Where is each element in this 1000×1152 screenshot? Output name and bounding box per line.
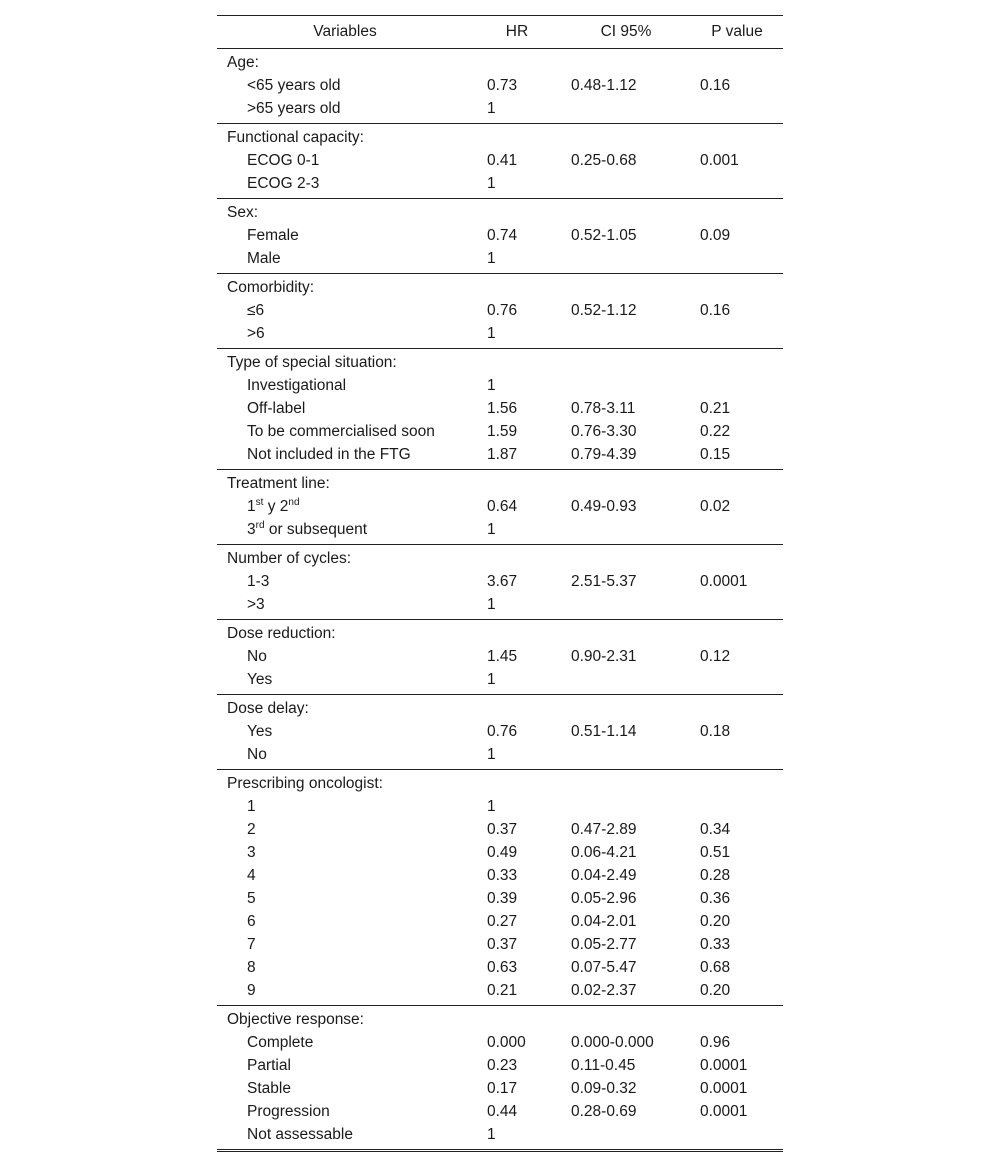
row-p-value: 0.0001 bbox=[700, 572, 748, 590]
row-ci: 0.78-3.11 bbox=[571, 399, 636, 417]
row-variable: Yes bbox=[247, 722, 273, 740]
row-variable: No bbox=[247, 745, 267, 763]
table-row bbox=[217, 149, 783, 172]
superscript: rd bbox=[255, 519, 265, 531]
row-hr: 0.21 bbox=[487, 981, 518, 999]
row-variable: <65 years old bbox=[247, 76, 341, 94]
table-row bbox=[217, 887, 783, 910]
group-label-row bbox=[217, 622, 783, 645]
row-ci: 0.02-2.37 bbox=[571, 981, 637, 999]
row-hr: 1 bbox=[487, 745, 496, 763]
table-row bbox=[217, 1054, 783, 1077]
row-hr: 1.56 bbox=[487, 399, 518, 417]
row-p-value: 0.09 bbox=[700, 226, 731, 244]
row-hr: 1 bbox=[487, 249, 496, 267]
table-group bbox=[217, 470, 783, 545]
group-label-row bbox=[217, 126, 783, 149]
group-label-row bbox=[217, 472, 783, 495]
table-group bbox=[217, 620, 783, 695]
table-row bbox=[217, 1123, 783, 1146]
row-ci: 0.49-0.93 bbox=[571, 497, 637, 515]
row-hr: 1 bbox=[487, 670, 496, 688]
row-ci: 0.52-1.05 bbox=[571, 226, 637, 244]
row-ci: 0.000-0.000 bbox=[571, 1033, 654, 1051]
row-hr: 1 bbox=[487, 520, 496, 538]
row-p-value: 0.28 bbox=[700, 866, 731, 884]
row-variable: Female bbox=[247, 226, 299, 244]
table-row bbox=[217, 420, 783, 443]
row-p-value: 0.20 bbox=[700, 981, 731, 999]
row-hr: 1.45 bbox=[487, 647, 518, 665]
row-p-value: 0.20 bbox=[700, 912, 731, 930]
table-row bbox=[217, 224, 783, 247]
row-hr: 1 bbox=[487, 324, 496, 342]
row-ci: 0.05-2.96 bbox=[571, 889, 637, 907]
row-hr: 0.44 bbox=[487, 1102, 518, 1120]
row-ci: 0.52-1.12 bbox=[571, 301, 637, 319]
row-variable: 4 bbox=[247, 866, 256, 884]
row-ci: 0.11-0.45 bbox=[571, 1056, 636, 1074]
row-variable: >65 years old bbox=[247, 99, 341, 117]
table-row bbox=[217, 668, 783, 691]
row-variable: Yes bbox=[247, 670, 273, 688]
row-ci: 0.28-0.69 bbox=[571, 1102, 637, 1120]
superscript: nd bbox=[288, 496, 300, 508]
table-row bbox=[217, 247, 783, 270]
table-row bbox=[217, 443, 783, 466]
row-variable: To be commercialised soon bbox=[247, 422, 435, 440]
row-ci: 0.09-0.32 bbox=[571, 1079, 637, 1097]
table-group bbox=[217, 1006, 783, 1152]
row-variable: 2 bbox=[247, 820, 256, 838]
table-row bbox=[217, 864, 783, 887]
group-label: Objective response: bbox=[227, 1010, 364, 1028]
table-row bbox=[217, 645, 783, 668]
row-variable: 9 bbox=[247, 981, 256, 999]
row-hr: 0.41 bbox=[487, 151, 518, 169]
row-variable: Progression bbox=[247, 1102, 330, 1120]
row-hr: 0.17 bbox=[487, 1079, 518, 1097]
row-hr: 1 bbox=[487, 797, 496, 815]
row-hr: 0.76 bbox=[487, 301, 518, 319]
group-label-row bbox=[217, 772, 783, 795]
row-p-value: 0.96 bbox=[700, 1033, 731, 1051]
row-p-value: 0.0001 bbox=[700, 1056, 748, 1074]
table-row bbox=[217, 172, 783, 195]
table-group bbox=[217, 49, 783, 124]
table-row bbox=[217, 841, 783, 864]
row-hr: 0.39 bbox=[487, 889, 518, 907]
row-ci: 0.07-5.47 bbox=[571, 958, 637, 976]
row-p-value: 0.0001 bbox=[700, 1079, 748, 1097]
row-ci: 0.06-4.21 bbox=[571, 843, 637, 861]
row-ci: 0.48-1.12 bbox=[571, 76, 637, 94]
row-p-value: 0.001 bbox=[700, 151, 739, 169]
group-label: Treatment line: bbox=[227, 474, 330, 492]
row-ci: 2.51-5.37 bbox=[571, 572, 637, 590]
group-label-row bbox=[217, 697, 783, 720]
group-label: Dose delay: bbox=[227, 699, 309, 717]
row-ci: 0.04-2.01 bbox=[571, 912, 637, 930]
header-ci: CI 95% bbox=[600, 23, 652, 40]
group-label-row bbox=[217, 1008, 783, 1031]
row-p-value: 0.16 bbox=[700, 301, 731, 319]
row-hr: 1 bbox=[487, 376, 496, 394]
group-label: Dose reduction: bbox=[227, 624, 336, 642]
table-row bbox=[217, 795, 783, 818]
table-body bbox=[217, 49, 783, 1152]
group-label-row bbox=[217, 547, 783, 570]
row-p-value: 0.36 bbox=[700, 889, 731, 907]
row-variable: 1 bbox=[247, 797, 256, 815]
row-p-value: 0.0001 bbox=[700, 1102, 748, 1120]
row-hr: 1 bbox=[487, 99, 496, 117]
table-group bbox=[217, 274, 783, 349]
row-hr: 1.87 bbox=[487, 445, 518, 463]
row-ci: 0.51-1.14 bbox=[571, 722, 637, 740]
row-variable: >3 bbox=[247, 595, 265, 613]
row-hr: 0.73 bbox=[487, 76, 518, 94]
table-group bbox=[217, 545, 783, 620]
group-label-row bbox=[217, 51, 783, 74]
row-p-value: 0.15 bbox=[700, 445, 731, 463]
row-hr: 0.37 bbox=[487, 935, 518, 953]
group-label-row bbox=[217, 276, 783, 299]
group-label: Functional capacity: bbox=[227, 128, 364, 146]
table-row bbox=[217, 495, 783, 518]
table-header bbox=[217, 16, 783, 49]
row-ci: 0.47-2.89 bbox=[571, 820, 637, 838]
row-hr: 0.23 bbox=[487, 1056, 518, 1074]
table-row bbox=[217, 570, 783, 593]
row-hr: 0.37 bbox=[487, 820, 518, 838]
row-ci: 0.05-2.77 bbox=[571, 935, 637, 953]
row-hr: 0.49 bbox=[487, 843, 518, 861]
row-p-value: 0.18 bbox=[700, 722, 731, 740]
table-row bbox=[217, 956, 783, 979]
table-group bbox=[217, 349, 783, 470]
table-row bbox=[217, 374, 783, 397]
table-row bbox=[217, 518, 783, 541]
row-hr: 0.000 bbox=[487, 1033, 526, 1051]
row-p-value: 0.33 bbox=[700, 935, 731, 953]
row-ci: 0.79-4.39 bbox=[571, 445, 637, 463]
row-variable: 7 bbox=[247, 935, 256, 953]
row-variable: Not assessable bbox=[247, 1125, 353, 1143]
row-variable: 3rd or subsequent bbox=[247, 519, 368, 538]
header-hr: HR bbox=[505, 23, 529, 40]
table-row bbox=[217, 818, 783, 841]
header-p-value: P value bbox=[711, 23, 763, 40]
row-variable: 5 bbox=[247, 889, 256, 907]
superscript: st bbox=[255, 496, 264, 508]
row-hr: 0.27 bbox=[487, 912, 518, 930]
group-label-row bbox=[217, 351, 783, 374]
row-p-value: 0.21 bbox=[700, 399, 731, 417]
header-variables: Variables bbox=[313, 23, 377, 40]
group-label: Comorbidity: bbox=[227, 278, 314, 296]
table-row bbox=[217, 299, 783, 322]
table-row bbox=[217, 979, 783, 1002]
row-variable: Complete bbox=[247, 1033, 314, 1051]
table-row bbox=[217, 593, 783, 616]
row-p-value: 0.51 bbox=[700, 843, 731, 861]
row-variable: Not included in the FTG bbox=[247, 445, 411, 463]
row-variable: Male bbox=[247, 249, 281, 267]
group-label: Number of cycles: bbox=[227, 549, 352, 567]
table-row bbox=[217, 1100, 783, 1123]
row-variable: 3 bbox=[247, 843, 256, 861]
row-hr: 1 bbox=[487, 1125, 496, 1143]
row-ci: 0.25-0.68 bbox=[571, 151, 637, 169]
row-p-value: 0.16 bbox=[700, 76, 731, 94]
row-hr: 0.76 bbox=[487, 722, 518, 740]
row-variable: 1st y 2nd bbox=[247, 496, 300, 515]
group-label: Age: bbox=[227, 53, 259, 71]
table-row bbox=[217, 743, 783, 766]
row-variable: 8 bbox=[247, 958, 256, 976]
row-ci: 0.76-3.30 bbox=[571, 422, 637, 440]
table-group bbox=[217, 199, 783, 274]
row-p-value: 0.02 bbox=[700, 497, 731, 515]
group-label: Sex: bbox=[227, 203, 259, 221]
row-hr: 1.59 bbox=[487, 422, 518, 440]
hazard-ratio-table bbox=[217, 15, 783, 1152]
table-group bbox=[217, 124, 783, 199]
table-row bbox=[217, 1077, 783, 1100]
row-variable: No bbox=[247, 647, 267, 665]
group-label-row bbox=[217, 201, 783, 224]
row-variable: 1-3 bbox=[247, 572, 270, 590]
table-row bbox=[217, 97, 783, 120]
table-group bbox=[217, 770, 783, 1006]
row-variable: >6 bbox=[247, 324, 265, 342]
row-hr: 1 bbox=[487, 174, 496, 192]
table-row bbox=[217, 720, 783, 743]
row-p-value: 0.68 bbox=[700, 958, 731, 976]
row-p-value: 0.34 bbox=[700, 820, 731, 838]
row-variable: ≤6 bbox=[247, 301, 265, 319]
row-variable: Investigational bbox=[247, 376, 347, 394]
row-variable: ECOG 0-1 bbox=[247, 151, 320, 169]
table-group bbox=[217, 695, 783, 770]
table-row bbox=[217, 933, 783, 956]
row-variable: ECOG 2-3 bbox=[247, 174, 320, 192]
row-p-value: 0.12 bbox=[700, 647, 731, 665]
table-row bbox=[217, 322, 783, 345]
row-hr: 1 bbox=[487, 595, 496, 613]
table-row bbox=[217, 910, 783, 933]
table-row bbox=[217, 1031, 783, 1054]
row-hr: 0.74 bbox=[487, 226, 518, 244]
group-label: Type of special situation: bbox=[227, 353, 397, 371]
row-hr: 0.64 bbox=[487, 497, 518, 515]
table-row bbox=[217, 397, 783, 420]
row-ci: 0.90-2.31 bbox=[571, 647, 637, 665]
row-hr: 0.33 bbox=[487, 866, 518, 884]
row-variable: 6 bbox=[247, 912, 256, 930]
row-hr: 3.67 bbox=[487, 572, 518, 590]
row-hr: 0.63 bbox=[487, 958, 518, 976]
table-row bbox=[217, 74, 783, 97]
row-variable: Partial bbox=[247, 1056, 291, 1074]
row-p-value: 0.22 bbox=[700, 422, 731, 440]
row-variable: Off-label bbox=[247, 399, 306, 417]
group-label: Prescribing oncologist: bbox=[227, 774, 383, 792]
row-ci: 0.04-2.49 bbox=[571, 866, 637, 884]
row-variable: Stable bbox=[247, 1079, 291, 1097]
